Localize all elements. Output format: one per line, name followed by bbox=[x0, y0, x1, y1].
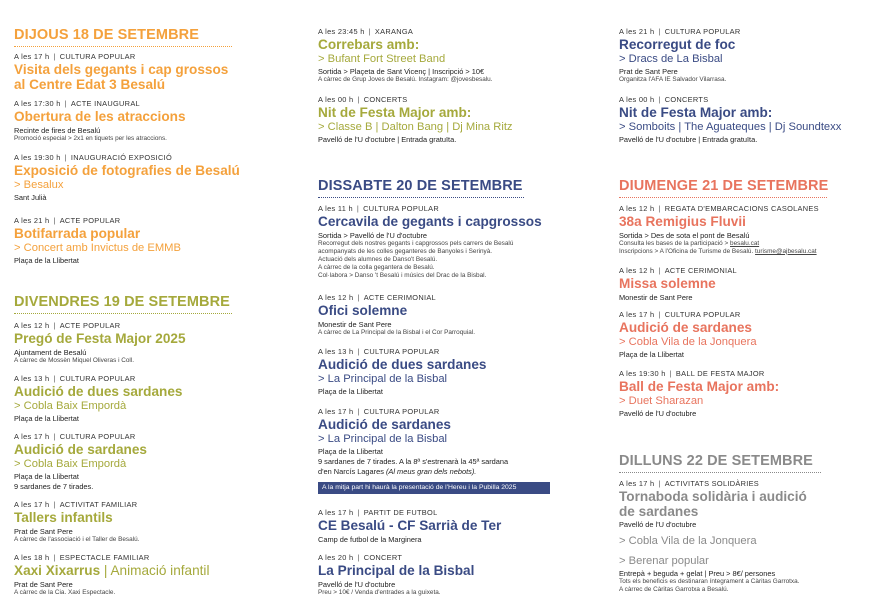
event-meta: A les 17 h | CULTURA POPULAR bbox=[14, 432, 136, 441]
event-note: A càrrec de Càritas Garrotxa a Besalú. bbox=[619, 586, 729, 594]
event-performer: > Cobla Vila de la Jonquera bbox=[619, 535, 757, 548]
event-performer: > La Principal de la Bisbal bbox=[318, 372, 448, 385]
column-thursday-friday bbox=[14, 0, 294, 615]
event-ball-festa-major bbox=[619, 369, 864, 418]
event-title: Pregó de Festa Major 2025 bbox=[14, 331, 186, 346]
event-place: Monestir de Sant Pere bbox=[318, 319, 392, 329]
announcement-banner: A la mitja part hi haurà la presentació de l'Hereu i la Pubilla 2025 bbox=[318, 482, 550, 494]
day-heading-text: DIUMENGE 21 DE SETEMBRE bbox=[619, 178, 829, 194]
event-title: Recorregut de foc bbox=[619, 37, 736, 52]
event-title: 38a Remigius Fluvii bbox=[619, 214, 746, 229]
event-meta: A les 19:30 h | INAUGURACIÓ EXPOSICIÓ bbox=[14, 153, 173, 162]
event-xaxi-xixarrus bbox=[14, 553, 294, 597]
dotted-divider bbox=[14, 312, 232, 314]
event-place: Pavelló de l'U d'octubre bbox=[318, 579, 396, 589]
event-obertura-atraccions bbox=[14, 99, 294, 143]
day-heading-text: DILLUNS 22 DE SETEMBRE bbox=[619, 453, 813, 469]
event-place: Plaça de la Llibertat bbox=[14, 471, 79, 481]
event-meta: A les 20 h | CONCERT bbox=[318, 553, 403, 562]
event-performer: > Bufant Fort Street Band bbox=[318, 52, 446, 65]
event-missa-solemne bbox=[619, 266, 864, 302]
event-meta: A les 00 h | CONCERTS bbox=[318, 95, 408, 104]
event-title: Botifarrada popular bbox=[14, 226, 141, 241]
event-place: Pavelló de l'U d'octubre | Entrada gratuïta. bbox=[318, 134, 457, 144]
day-heading-monday bbox=[619, 453, 821, 473]
event-title: Audició de dues sardanes bbox=[14, 384, 183, 399]
event-nit-festa-major-friday bbox=[318, 95, 598, 144]
event-price: Entrepà + beguda + gelat | Preu > 8€/ persones bbox=[619, 569, 776, 579]
event-nit-festa-major-saturday bbox=[619, 95, 864, 144]
dotted-divider bbox=[14, 45, 232, 47]
event-meta: A les 17 h | CULTURA POPULAR bbox=[318, 407, 440, 416]
event-meta: A les 23:45 h | XARANGA bbox=[318, 27, 414, 36]
event-title: Audició de sardanes bbox=[14, 442, 147, 457]
event-performer: > Cobla Baix Empordà bbox=[14, 457, 127, 470]
event-title: Audició de sardanes bbox=[619, 320, 752, 335]
event-meta: A les 12 h | ACTE CERIMONIAL bbox=[318, 293, 436, 302]
event-note: Col·labora > Danso 't Besalú i músics del Drac de la Bisbal. bbox=[318, 272, 487, 280]
event-meta: A les 19:30 h | BALL DE FESTA MAJOR bbox=[619, 369, 765, 378]
event-note: A càrrec de Mossèn Miquel Oliveras i Coll. bbox=[14, 356, 135, 364]
day-heading-text: DIVENDRES 19 DE SETEMBRE bbox=[14, 294, 230, 310]
event-meta: A les 21 h | ACTE POPULAR bbox=[14, 216, 121, 225]
email-link[interactable]: turisme@ajbesalu.cat bbox=[755, 247, 817, 255]
event-title: Correbars amb: bbox=[318, 37, 420, 52]
event-meta: A les 21 h | CULTURA POPULAR bbox=[619, 27, 741, 36]
event-audicio-sardanes bbox=[14, 432, 294, 491]
column-saturday-night-sunday-monday bbox=[619, 0, 864, 615]
event-correbars bbox=[318, 27, 598, 84]
event-meta: A les 13 h | CULTURA POPULAR bbox=[14, 374, 136, 383]
event-meta: A les 17 h | PARTIT DE FUTBOL bbox=[318, 508, 438, 517]
event-performer: > Besalux bbox=[14, 178, 64, 191]
event-performer: > Concert amb Invictus de EMMB bbox=[14, 241, 181, 254]
event-details: d'en Narcís Lagares (Al meus gran dels nebots). bbox=[318, 466, 477, 476]
dotted-divider bbox=[619, 196, 827, 198]
event-title: Visita dels gegants i cap grossos al Centre Edat 3 Besalú bbox=[14, 62, 229, 92]
event-meta: A les 12 h | ACTE CERIMONIAL bbox=[619, 266, 737, 275]
event-place: Pavelló de l'U d'octubre | Entrada gratuïta. bbox=[619, 134, 758, 144]
event-performer: > Duet Sharazan bbox=[619, 394, 704, 407]
event-note: Actuació dels alumnes de Danso't Besalú. bbox=[318, 256, 438, 263]
event-place: Plaça de la Llibertat bbox=[318, 386, 383, 396]
event-visita-gegants bbox=[14, 52, 294, 92]
event-place: Prat de Sant Pere bbox=[14, 526, 73, 536]
event-place: Plaça de la Llibertat bbox=[14, 255, 79, 265]
event-audicio-dues-sardanes-sat bbox=[318, 347, 598, 396]
event-meta: A les 11 h | CULTURA POPULAR bbox=[318, 204, 439, 213]
event-note: Promoció especial > 2x1 en tiquets per les atraccions. bbox=[14, 134, 167, 142]
event-note: Consulta les bases de la participació > besalu.cat bbox=[619, 239, 760, 247]
event-botifarrada bbox=[14, 216, 294, 265]
event-meta: A les 17 h | ACTIVITAT FAMILIAR bbox=[14, 500, 138, 509]
day-heading-text: DISSABTE 20 DE SETEMBRE bbox=[318, 178, 523, 194]
event-details: 9 sardanes de 7 tirades. A la 8ª s'estrenarà la 45ª sardana bbox=[318, 456, 509, 466]
event-place: Prat de Sant Pere bbox=[619, 66, 678, 76]
event-cercavila bbox=[318, 204, 598, 281]
event-place: Ajuntament de Besalú bbox=[14, 347, 87, 357]
event-place: Plaça de la Llibertat bbox=[318, 446, 383, 456]
event-performer: > Dracs de La Bisbal bbox=[619, 52, 723, 65]
event-title: Tallers infantils bbox=[14, 510, 113, 525]
day-heading-thursday bbox=[14, 27, 232, 47]
event-note: Inscripcions > A l'Oficina de Turisme de Besalú. turisme@ajbesalu.cat bbox=[619, 247, 817, 255]
event-performer: > Somboits | The Aguateques | Dj Soundtexx bbox=[619, 120, 842, 133]
day-heading-saturday bbox=[318, 178, 524, 198]
event-meta: A les 13 h | CULTURA POPULAR bbox=[318, 347, 440, 356]
event-title: Obertura de les atraccions bbox=[14, 109, 186, 124]
event-tornaboda-solidaria bbox=[619, 479, 864, 595]
event-place: Recinte de fires de Besalú bbox=[14, 125, 101, 135]
event-note: Organitza l'AFA IE Salvador Vilarrasa. bbox=[619, 75, 727, 83]
event-title: Ball de Festa Major amb: bbox=[619, 379, 780, 394]
event-partit-futbol bbox=[318, 508, 598, 544]
event-remigius-fluvii bbox=[619, 204, 864, 256]
event-title: La Principal de la Bisbal bbox=[318, 563, 475, 578]
event-note: Preu > 10€ / Venda d'entrades a la guixeta. bbox=[318, 588, 441, 596]
event-performer: > Classe B | Dalton Bang | Dj Mina Ritz bbox=[318, 120, 513, 133]
event-performer: > Cobla Vila de la Jonquera bbox=[619, 335, 757, 348]
event-recorregut-foc bbox=[619, 27, 864, 84]
day-heading-text: DIJOUS 18 DE SETEMBRE bbox=[14, 27, 200, 43]
event-tallers-infantils bbox=[14, 500, 294, 544]
event-note: A càrrec de l'associació i el Taller de Besalú. bbox=[14, 535, 140, 543]
event-audicio-dues-sardanes bbox=[14, 374, 294, 423]
event-place: Prat de Sant Pere bbox=[14, 579, 73, 589]
event-performer: > La Principal de la Bisbal bbox=[318, 432, 448, 445]
event-note: A càrrec de la colla gegantera de Besalú. bbox=[318, 264, 435, 272]
website-link[interactable]: besalu.cat bbox=[730, 239, 760, 247]
event-meta: A les 00 h | CONCERTS bbox=[619, 95, 709, 104]
event-place: Monestir de Sant Pere bbox=[619, 292, 693, 302]
event-place: Plaça de la Llibertat bbox=[619, 349, 684, 359]
day-heading-friday bbox=[14, 294, 232, 314]
event-title: Audició de dues sardanes bbox=[318, 357, 487, 372]
event-meta: A les 12 h | ACTE POPULAR bbox=[14, 321, 121, 330]
event-ofici-solemne bbox=[318, 293, 598, 337]
event-place: Sortida > Des de sota el pont de Besalú bbox=[619, 230, 750, 240]
event-meta: A les 17 h | CULTURA POPULAR bbox=[14, 52, 136, 61]
dotted-divider bbox=[318, 196, 524, 198]
event-title: Nit de Festa Major amb: bbox=[318, 105, 472, 120]
event-audicio-sardanes-sat bbox=[318, 407, 598, 476]
event-note: Recorregut dels nostres gegants i capgrossos pels carrers de Besalú bbox=[318, 239, 514, 247]
event-concert-principal bbox=[318, 553, 598, 597]
event-title: Nit de Festa Major amb: bbox=[619, 105, 773, 120]
event-meta: A les 17:30 h | ACTE INAUGURAL bbox=[14, 99, 140, 108]
event-place: Camp de futbol de la Marginera bbox=[318, 534, 422, 544]
event-place: Plaça de la Llibertat bbox=[14, 413, 79, 423]
event-audicio-sardanes-sun bbox=[619, 310, 864, 359]
event-title: Ofici solemne bbox=[318, 303, 408, 318]
event-title: CE Besalú - CF Sarrià de Ter bbox=[318, 518, 502, 533]
event-details: 9 sardanes de 7 tirades. bbox=[14, 481, 94, 491]
event-note: Tots els beneficis es destinaran íntegrament a Càritas Garrotxa. bbox=[619, 578, 800, 586]
event-meta: A les 18 h | ESPECTACLE FAMILIAR bbox=[14, 553, 150, 562]
event-place: Pavelló de l'U d'octubre bbox=[619, 408, 697, 418]
event-title: Audició de sardanes bbox=[318, 417, 451, 432]
event-note: A càrrec de La Principal de la Bisbal i el Cor Parroquial. bbox=[318, 328, 476, 336]
event-title: Exposició de fotografies de Besalú bbox=[14, 163, 240, 178]
dotted-divider bbox=[619, 471, 821, 473]
event-meta: A les 12 h | REGATA D'EMBARCACIONS CASOLANES bbox=[619, 204, 819, 213]
event-performer: > Cobla Baix Empordà bbox=[14, 399, 127, 412]
event-note: A càrrec de Grup Joves de Besalú. Instagram: @jovesbesalu. bbox=[318, 75, 493, 83]
event-meta: A les 17 h | ACTIVITATS SOLIDÀRIES bbox=[619, 479, 760, 488]
event-note: acompanyats de les colles geganteres de Banyoles i Serinyà. bbox=[318, 247, 493, 255]
event-title: Missa solemne bbox=[619, 276, 716, 291]
event-activity: > Berenar popular bbox=[619, 555, 709, 568]
event-exposicio-fotografies bbox=[14, 153, 294, 202]
day-heading-sunday bbox=[619, 178, 827, 198]
event-note: A càrrec de la Cia. Xaxi Espectacle. bbox=[14, 588, 116, 596]
event-place: Sant Julià bbox=[14, 192, 47, 202]
event-prego bbox=[14, 321, 294, 365]
event-title: Tornaboda solidària i audició de sardanes bbox=[619, 489, 807, 519]
event-meta: A les 17 h | CULTURA POPULAR bbox=[619, 310, 741, 319]
event-place: Sortida > Plaçeta de Sant Vicenç | Inscripció > 10€ bbox=[318, 66, 485, 76]
column-friday-night-saturday bbox=[318, 0, 598, 615]
event-place: Sortida > Pavelló de l'U d'octubre bbox=[318, 230, 428, 240]
event-title: Xaxi Xixarrus | Animació infantil bbox=[14, 563, 210, 578]
event-place: Pavelló de l'U d'octubre bbox=[619, 520, 697, 530]
event-title: Cercavila de gegants i capgrossos bbox=[318, 214, 542, 229]
